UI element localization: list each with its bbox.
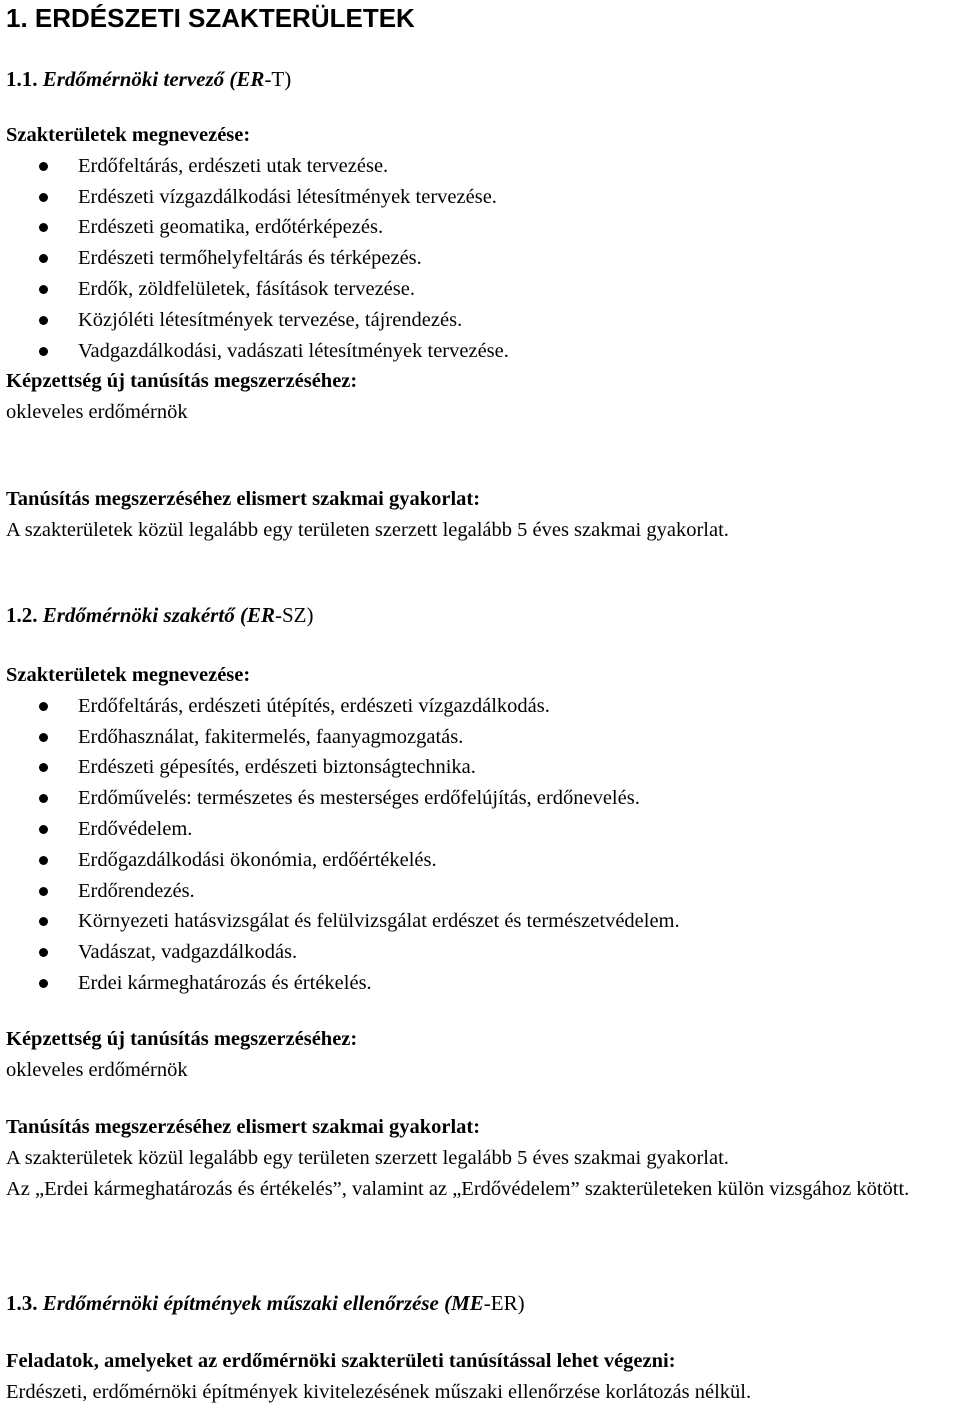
list-item: Erdészeti geomatika, erdőtérképezés. — [6, 212, 960, 243]
bullet-icon — [39, 193, 48, 202]
section-number: 1.2. — [6, 603, 38, 627]
section-1-2-areas — [6, 660, 960, 999]
section-1-3-tasks — [6, 1346, 960, 1408]
list-item: Erdők, zöldfelületek, fásítások tervezése. — [6, 274, 960, 305]
list-item: Erdőfeltárás, erdészeti útépítés, erdészeti vízgazdálkodás. — [6, 691, 960, 722]
bullet-icon — [39, 856, 48, 865]
section-1-2-title — [6, 600, 313, 631]
tasks-value: Erdészeti, erdőmérnöki építmények kivitelezésének műszaki ellenőrzése korlátozás nélkül. — [6, 1380, 752, 1403]
section-code-suffix: -ER) — [483, 1291, 525, 1315]
bullet-icon — [39, 347, 48, 356]
page-heading: 1. ERDÉSZETI SZAKTERÜLETEK — [6, 3, 415, 33]
section-1-3-title — [6, 1288, 525, 1319]
list-item: Környezeti hatásvizsgálat és felülvizsgálat erdészet és természetvédelem. — [6, 906, 960, 937]
areas-label: Szakterületek megnevezése: — [6, 124, 251, 146]
list-item: Vadgazdálkodási, vadászati létesítmények tervezése. — [6, 336, 960, 367]
list-item: Erdőfeltárás, erdészeti utak tervezése. — [6, 151, 960, 182]
areas-label: Szakterületek megnevezése: — [6, 664, 251, 686]
bullet-icon — [39, 223, 48, 232]
list-item: Erdészeti vízgazdálkodási létesítmények tervezése. — [6, 182, 960, 213]
bullet-icon — [39, 316, 48, 325]
list-item: Erdészeti termőhelyfeltárás és térképezés. — [6, 243, 960, 274]
list-item: Erdőrendezés. — [6, 876, 960, 907]
section-1-2-qualification — [6, 1024, 960, 1086]
section-number: 1.3. — [6, 1291, 38, 1315]
qualification-value: okleveles erdőmérnök — [6, 401, 188, 424]
practice-value: A szakterületek közül legalább egy területen szerzett legalább 5 éves szakmai gyakorlat. — [6, 1146, 729, 1169]
section-title: Erdőmérnöki építmények műszaki ellenőrzése — [42, 1291, 439, 1315]
list-item: Vadászat, vadgazdálkodás. — [6, 937, 960, 968]
practice-label: Tanúsítás megszerzéséhez elismert szakmai gyakorlat: — [6, 488, 481, 510]
bullet-icon — [39, 917, 48, 926]
section-code-suffix: -T) — [264, 67, 292, 91]
section-code-suffix: -SZ) — [274, 603, 314, 627]
qualification-label: Képzettség új tanúsítás megszerzéséhez: — [6, 1028, 358, 1050]
bullet-icon — [39, 285, 48, 294]
section-code-prefix: (ME — [444, 1291, 484, 1315]
bullet-icon — [39, 948, 48, 957]
areas-list — [6, 151, 960, 367]
tasks-label: Feladatok, amelyeket az erdőmérnöki szakterületi tanúsítással lehet végezni: — [6, 1350, 676, 1372]
bullet-icon — [39, 979, 48, 988]
bullet-icon — [39, 887, 48, 896]
section-title: Erdőmérnöki szakértő — [42, 603, 235, 627]
section-1-1-practice — [6, 484, 960, 546]
bullet-icon — [39, 825, 48, 834]
section-code-prefix: (ER — [239, 603, 275, 627]
list-item: Erdőhasználat, fakitermelés, faanyagmozgatás. — [6, 722, 960, 753]
qualification-value: okleveles erdőmérnök — [6, 1058, 188, 1081]
section-1-1-title — [6, 64, 291, 95]
areas-list — [6, 691, 960, 999]
section-code-prefix: (ER — [229, 67, 265, 91]
list-item: Erdőművelés: természetes és mesterséges erdőfelújítás, erdőnevelés. — [6, 783, 960, 814]
bullet-icon — [39, 733, 48, 742]
list-item: Közjóléti létesítmények tervezése, tájrendezés. — [6, 305, 960, 336]
bullet-icon — [39, 254, 48, 263]
exam-note: Az „Erdei kármeghatározás és értékelés”, valamint az „Erdővédelem” szakterületeken külön vizsgához kötött. — [6, 1177, 910, 1200]
section-1-2-practice — [6, 1112, 960, 1204]
list-item: Erdészeti gépesítés, erdészeti biztonságtechnika. — [6, 752, 960, 783]
practice-value: A szakterületek közül legalább egy területen szerzett legalább 5 éves szakmai gyakorlat. — [6, 518, 729, 541]
section-1-1-areas — [6, 120, 960, 428]
section-number: 1.1. — [6, 67, 38, 91]
list-item: Erdőgazdálkodási ökonómia, erdőértékelés. — [6, 845, 960, 876]
section-title: Erdőmérnöki tervező — [42, 67, 225, 91]
bullet-icon — [39, 763, 48, 772]
qualification-label: Képzettség új tanúsítás megszerzéséhez: — [6, 370, 358, 393]
list-item: Erdei kármeghatározás és értékelés. — [6, 968, 960, 999]
bullet-icon — [39, 702, 48, 711]
list-item: Erdővédelem. — [6, 814, 960, 845]
bullet-icon — [39, 794, 48, 803]
bullet-icon — [39, 162, 48, 171]
practice-label: Tanúsítás megszerzéséhez elismert szakmai gyakorlat: — [6, 1116, 481, 1138]
